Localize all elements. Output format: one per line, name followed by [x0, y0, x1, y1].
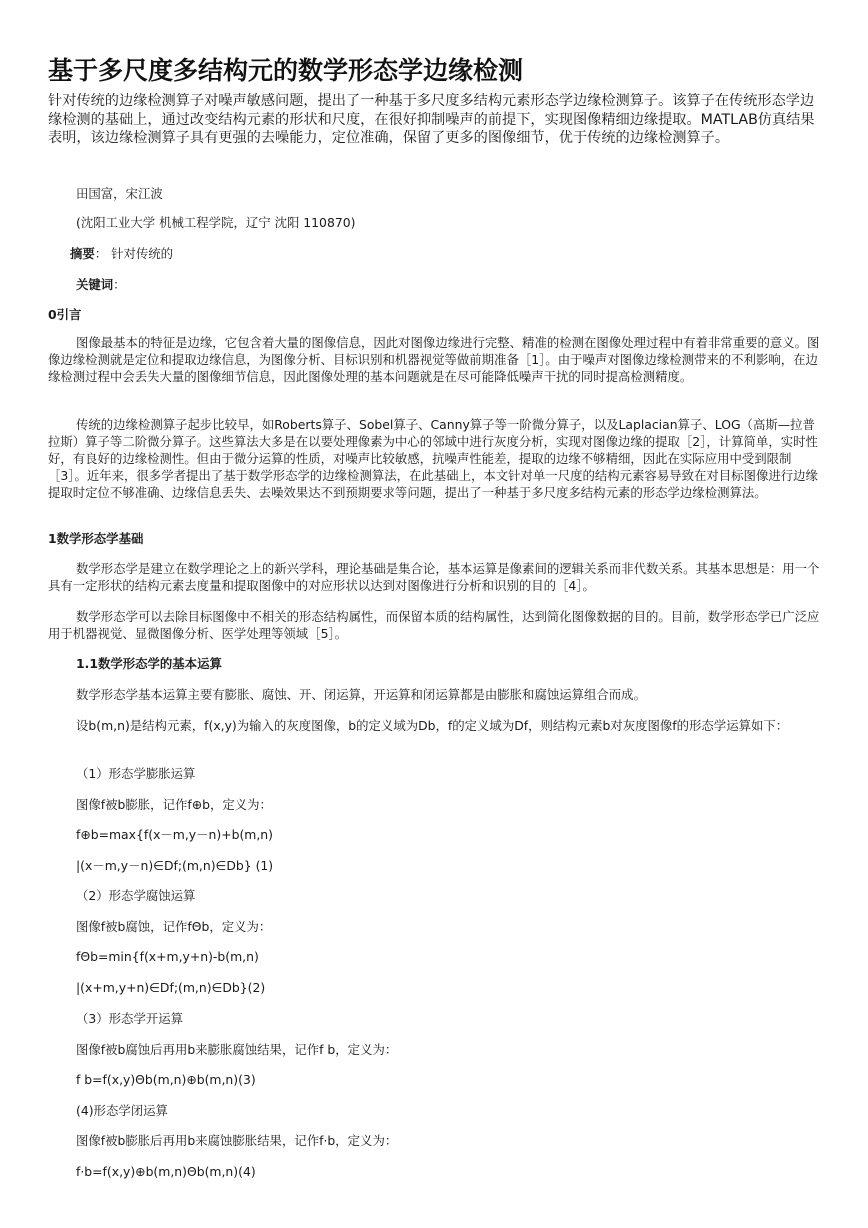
abstract-text: 针对传统的 [111, 246, 174, 261]
formula-dilation-line2: |(x－m,y－n)∈Df;(m,n)∈Db} (1) [76, 858, 274, 873]
paper-summary: 针对传统的边缘检测算子对噪声敏感问题，提出了一种基于多尺度多结构元素形态学边缘检测算子。该算子在传统形态学边缘检测的基础上，通过改变结构元素的形状和尺度，在很好抑制噪声的前提下，实现图像精细边缘提取。MATLAB仿真结果表明，该边缘检测算子具有更强的去噪能力，定位准确，保留了更多的图像细节，优于传统的边缘检测算子。 [48, 93, 815, 146]
op-dilation-heading: （1）形态学膨胀运算 [76, 766, 196, 781]
affiliation: (沈阳工业大学 机械工程学院，辽宁 沈阳 110870) [76, 215, 356, 230]
formula-dilation-line1: f⊕b=max{f(x－m,y－n)+b(m,n) [76, 827, 273, 842]
section-heading-morphology: 1数学形态学基础 [48, 531, 144, 546]
intro-paragraph-2: 传统的边缘检测算子起步比较早，如Roberts算子、Sobel算子、Canny算子等一阶微分算子，以及Laplacian算子、LOG（高斯—拉普拉斯）算子等二阶微分算子。这些算法大多是在以要处理像素为中心的邻域中进行灰度分析，实现对图像边缘的提取［2］，计算简单，实时性好，有良好的边缘检测性。但由于微分运算的性质，对噪声比较敏感，抗噪声性能差，提取的边缘不够精细，因此在实际应用中受到限制［3］。近年来，很多学者提出了基于数学形态学的边缘检测算法，在此基础上，本文针对单一尺度的结构元素容易导致在对目标图像进行边缘提取时定位不够准确、边缘信息丢失、去噪效果达不到预期要求等问题，提出了一种基于多尺度多结构元素的形态学边缘检测算法。 [48, 417, 818, 500]
section-heading-intro: 0引言 [48, 307, 82, 322]
morphology-paragraph-1: 数学形态学是建立在数学理论之上的新兴学科，理论基础是集合论，基本运算是像素间的逻辑关系而非代数关系。其基本思想是：用一个具有一定形状的结构元素去度量和提取图像中的对应形状以达到对图像进行分析和识别的目的［4］。 [48, 561, 820, 593]
op-closing-desc: 图像f被b膨胀后再用b来腐蚀膨胀结果，记作f·b，定义为： [76, 1133, 398, 1148]
formula-erosion-line2: |(x+m,y+n)∈Df;(m,n)∈Db}(2) [76, 980, 266, 995]
keywords-line [76, 277, 126, 293]
morphology-paragraph-2: 数学形态学可以去除目标图像中不相关的形态结构属性，而保留本质的结构属性，达到简化图像数据的目的。目前，数学形态学已广泛应用于机器视觉、显微图像分析、医学处理等领域［5］。 [48, 609, 820, 641]
abstract-line [70, 246, 173, 262]
keywords-label: 关键词 [76, 277, 114, 292]
basic-ops-paragraph-1: 数学形态学基本运算主要有膨胀、腐蚀、开、闭运算，开运算和闭运算都是由膨胀和腐蚀运算组合而成。 [76, 687, 646, 702]
op-erosion-desc: 图像f被b腐蚀，记作fΘb，定义为： [76, 919, 272, 934]
keywords-separator: ： [113, 277, 126, 292]
abstract-separator: ： [94, 246, 108, 261]
op-dilation-desc: 图像f被b膨胀，记作f⊕b，定义为： [76, 797, 272, 812]
op-erosion-heading: （2）形态学腐蚀运算 [76, 888, 196, 903]
op-closing-heading: (4)形态学闭运算 [76, 1103, 168, 1118]
intro-paragraph-1: 图像最基本的特征是边缘，它包含着大量的图像信息，因此对图像边缘进行完整、精准的检测在图像处理过程中有着非常重要的意义。图像边缘检测就是定位和提取边缘信息，为图像分析、目标识别和机器视觉等做前期准备［1］。由于噪声对图像边缘检测带来的不利影响，在边缘检测过程中会丢失大量的图像细节信息，因此图像处理的基本问题就是在尽可能降低噪声干扰的同时提高检测精度。 [48, 335, 820, 384]
paper-title: 基于多尺度多结构元的数学形态学边缘检测 [48, 55, 524, 85]
formula-opening: f b=f(x,y)Θb(m,n)⊕b(m,n)(3) [76, 1072, 256, 1087]
abstract-label: 摘要 [70, 246, 95, 261]
basic-ops-paragraph-2: 设b(m,n)是结构元素，f(x,y)为输入的灰度图像，b的定义域为Db，f的定义域为Df，则结构元素b对灰度图像f的形态学运算如下： [76, 718, 789, 733]
op-opening-desc: 图像f被b腐蚀后再用b来膨胀腐蚀结果，记作f b，定义为： [76, 1042, 398, 1057]
formula-closing: f·b=f(x,y)⊕b(m,n)Θb(m,n)(4) [76, 1164, 256, 1179]
formula-erosion-line1: fΘb=min{f(x+m,y+n)-b(m,n) [76, 949, 259, 964]
authors: 田国富，宋江波 [76, 186, 163, 201]
op-opening-heading: （3）形态学开运算 [76, 1011, 184, 1026]
subsection-heading-basic-ops: 1.1数学形态学的基本运算 [76, 656, 222, 671]
